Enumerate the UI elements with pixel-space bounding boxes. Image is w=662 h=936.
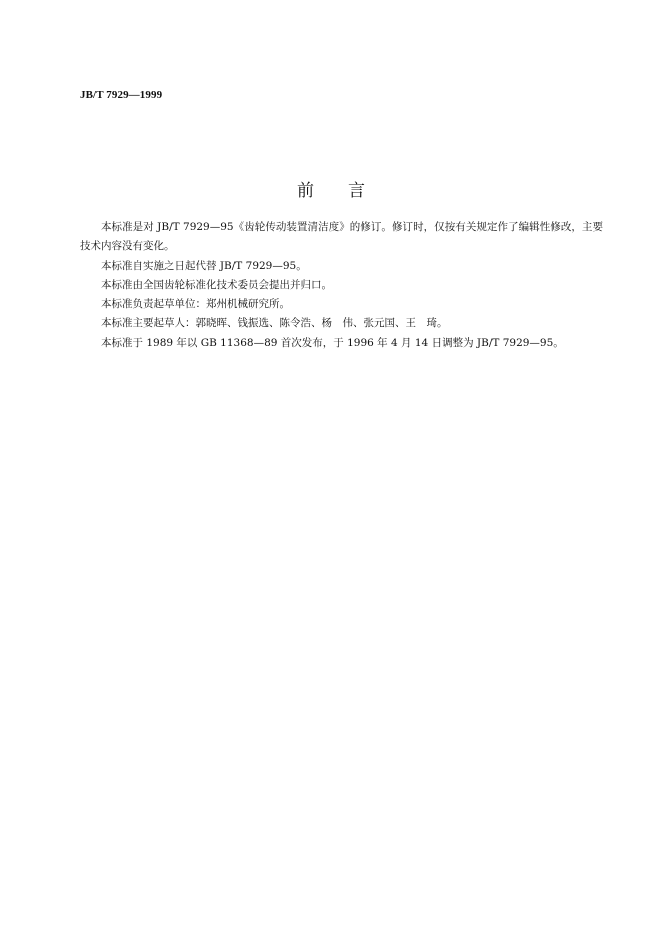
foreword-title-char: 言 — [348, 181, 365, 201]
foreword-title — [0, 176, 662, 201]
foreword-body — [80, 218, 603, 353]
paragraph-drafters: 本标准主要起草人：郭晓晖、钱振选、陈令浩、杨 伟、张元国、王 琦。 — [101, 317, 448, 330]
paragraph-history: 本标准于 1989 年以 GB 11368—89 首次发布，于 1996 年 4 月 14 日调整为 JB/T 7929—95。 — [101, 336, 564, 349]
paragraph-drafting-unit: 本标准负责起草单位：郑州机械研究所。 — [101, 298, 290, 311]
paragraph-replaces: 本标准自实施之日起代替 JB/T 7929—95。 — [101, 259, 307, 272]
paragraph-proposed-by: 本标准由全国齿轮标准化技术委员会提出并归口。 — [101, 278, 332, 291]
foreword-title-char: 前 — [297, 181, 314, 201]
standard-number-header: JB/T 7929—1999 — [80, 89, 163, 101]
paragraph-revision-note: 本标准是对 JB/T 7929—95《齿轮传动装置清洁度》的修订。修订时，仅按有关规定作了编辑性修改，主要技术内容没有变化。 — [80, 221, 603, 253]
